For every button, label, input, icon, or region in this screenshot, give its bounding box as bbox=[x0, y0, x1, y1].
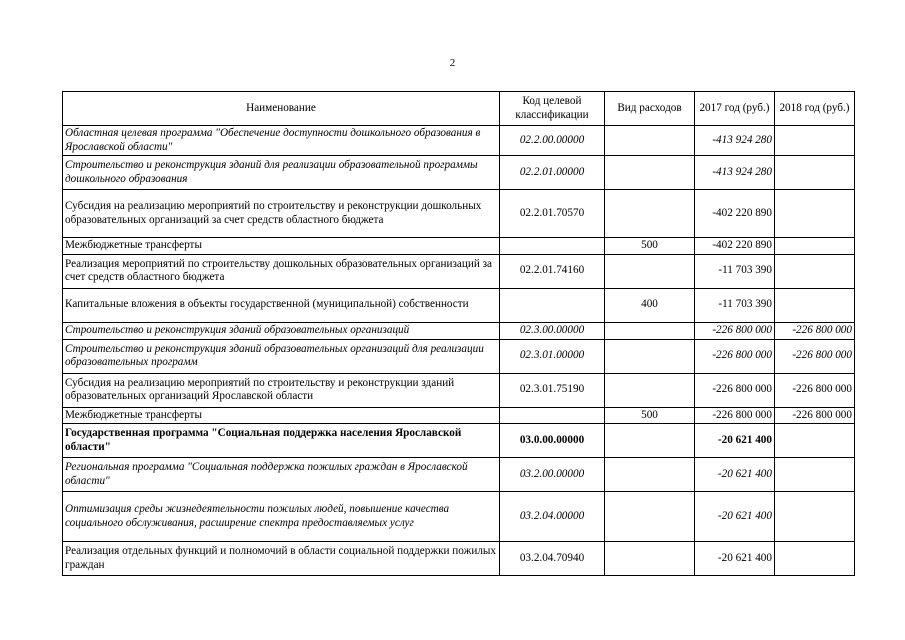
cell-name: Субсидия на реализацию мероприятий по строительству и реконструкции зданий образовательных организаций Ярославской области bbox=[63, 373, 500, 407]
table-row bbox=[63, 288, 855, 322]
cell-code: 02.2.01.74160 bbox=[500, 254, 605, 288]
cell-2017: -11 703 390 bbox=[695, 254, 775, 288]
table-row bbox=[63, 542, 855, 576]
cell-2018 bbox=[775, 458, 855, 492]
cell-name: Строительство и реконструкция зданий образовательных организаций bbox=[63, 322, 500, 339]
cell-2018 bbox=[775, 156, 855, 190]
cell-2018 bbox=[775, 190, 855, 238]
cell-2017: -402 220 890 bbox=[695, 238, 775, 255]
cell-code: 03.2.04.70940 bbox=[500, 542, 605, 576]
cell-kind bbox=[605, 190, 695, 238]
cell-2018: -226 800 000 bbox=[775, 407, 855, 424]
cell-2018 bbox=[775, 238, 855, 255]
cell-name: Капитальные вложения в объекты государственной (муниципальной) собственности bbox=[63, 288, 500, 322]
cell-code bbox=[500, 407, 605, 424]
table-row bbox=[63, 322, 855, 339]
cell-kind bbox=[605, 373, 695, 407]
cell-code: 02.3.01.00000 bbox=[500, 339, 605, 373]
cell-2017: -20 621 400 bbox=[695, 542, 775, 576]
table-row bbox=[63, 238, 855, 255]
cell-name: Реализация мероприятий по строительству дошкольных образовательных организаций за счет средств областного бюджета bbox=[63, 254, 500, 288]
cell-kind bbox=[605, 339, 695, 373]
cell-2017: -11 703 390 bbox=[695, 288, 775, 322]
cell-kind bbox=[605, 542, 695, 576]
cell-kind: 400 bbox=[605, 288, 695, 322]
cell-kind bbox=[605, 492, 695, 542]
cell-2018 bbox=[775, 254, 855, 288]
cell-name: Межбюджетные трансферты bbox=[63, 407, 500, 424]
cell-2017: -402 220 890 bbox=[695, 190, 775, 238]
cell-code: 02.2.01.70570 bbox=[500, 190, 605, 238]
cell-2017: -20 621 400 bbox=[695, 458, 775, 492]
cell-code: 02.2.00.00000 bbox=[500, 126, 605, 156]
header-kind: Вид расходов bbox=[605, 92, 695, 126]
cell-2017: -226 800 000 bbox=[695, 373, 775, 407]
cell-2017: -226 800 000 bbox=[695, 322, 775, 339]
cell-2017: -413 924 280 bbox=[695, 156, 775, 190]
table-header-row bbox=[63, 92, 855, 126]
cell-name: Областная целевая программа "Обеспечение доступности дошкольного образования в Ярославской области" bbox=[63, 126, 500, 156]
cell-2018 bbox=[775, 126, 855, 156]
cell-kind bbox=[605, 424, 695, 458]
cell-name: Межбюджетные трансферты bbox=[63, 238, 500, 255]
table-row bbox=[63, 156, 855, 190]
cell-code: 03.0.00.00000 bbox=[500, 424, 605, 458]
cell-2017: -413 924 280 bbox=[695, 126, 775, 156]
cell-code bbox=[500, 238, 605, 255]
table-row bbox=[63, 339, 855, 373]
cell-code: 03.2.04.00000 bbox=[500, 492, 605, 542]
cell-name: Оптимизация среды жизнедеятельности пожилых людей, повышение качества социального обслуживания, расширение спектра предоставляемых услуг bbox=[63, 492, 500, 542]
cell-name: Реализация отдельных функций и полномочий в области социальной поддержки пожилых граждан bbox=[63, 542, 500, 576]
header-2018: 2018 год (руб.) bbox=[775, 92, 855, 126]
cell-code: 02.3.01.75190 bbox=[500, 373, 605, 407]
cell-name: Субсидия на реализацию мероприятий по строительству и реконструкции дошкольных образовательных организаций за счет средств областного бюджета bbox=[63, 190, 500, 238]
cell-kind bbox=[605, 254, 695, 288]
table-row bbox=[63, 254, 855, 288]
cell-code: 02.3.00.00000 bbox=[500, 322, 605, 339]
cell-kind: 500 bbox=[605, 407, 695, 424]
cell-2018: -226 800 000 bbox=[775, 373, 855, 407]
cell-kind bbox=[605, 458, 695, 492]
header-code: Код целевой классификации bbox=[500, 92, 605, 126]
table-row bbox=[63, 126, 855, 156]
cell-name: Строительство и реконструкция зданий образовательных организаций для реализации образовательных программ bbox=[63, 339, 500, 373]
table-row bbox=[63, 190, 855, 238]
cell-2017: -226 800 000 bbox=[695, 407, 775, 424]
cell-name: Строительство и реконструкция зданий для реализации образовательной программы дошкольного образования bbox=[63, 156, 500, 190]
cell-code: 03.2.00.00000 bbox=[500, 458, 605, 492]
cell-2017: -226 800 000 bbox=[695, 339, 775, 373]
cell-2018 bbox=[775, 288, 855, 322]
cell-code bbox=[500, 288, 605, 322]
cell-2018 bbox=[775, 542, 855, 576]
table-row bbox=[63, 458, 855, 492]
cell-kind bbox=[605, 156, 695, 190]
cell-2018 bbox=[775, 424, 855, 458]
cell-2017: -20 621 400 bbox=[695, 492, 775, 542]
table-row bbox=[63, 407, 855, 424]
page-number: 2 bbox=[449, 57, 456, 69]
budget-table bbox=[62, 91, 855, 576]
cell-kind: 500 bbox=[605, 238, 695, 255]
cell-name: Государственная программа "Социальная поддержка населения Ярославской области" bbox=[63, 424, 500, 458]
cell-name: Региональная программа "Социальная поддержка пожилых граждан в Ярославской области" bbox=[63, 458, 500, 492]
header-name: Наименование bbox=[63, 92, 500, 126]
header-2017: 2017 год (руб.) bbox=[695, 92, 775, 126]
cell-kind bbox=[605, 126, 695, 156]
cell-2017: -20 621 400 bbox=[695, 424, 775, 458]
cell-2018 bbox=[775, 492, 855, 542]
cell-2018: -226 800 000 bbox=[775, 339, 855, 373]
cell-code: 02.2.01.00000 bbox=[500, 156, 605, 190]
table-row bbox=[63, 492, 855, 542]
cell-kind bbox=[605, 322, 695, 339]
table-row bbox=[63, 373, 855, 407]
cell-2018: -226 800 000 bbox=[775, 322, 855, 339]
table-row bbox=[63, 424, 855, 458]
